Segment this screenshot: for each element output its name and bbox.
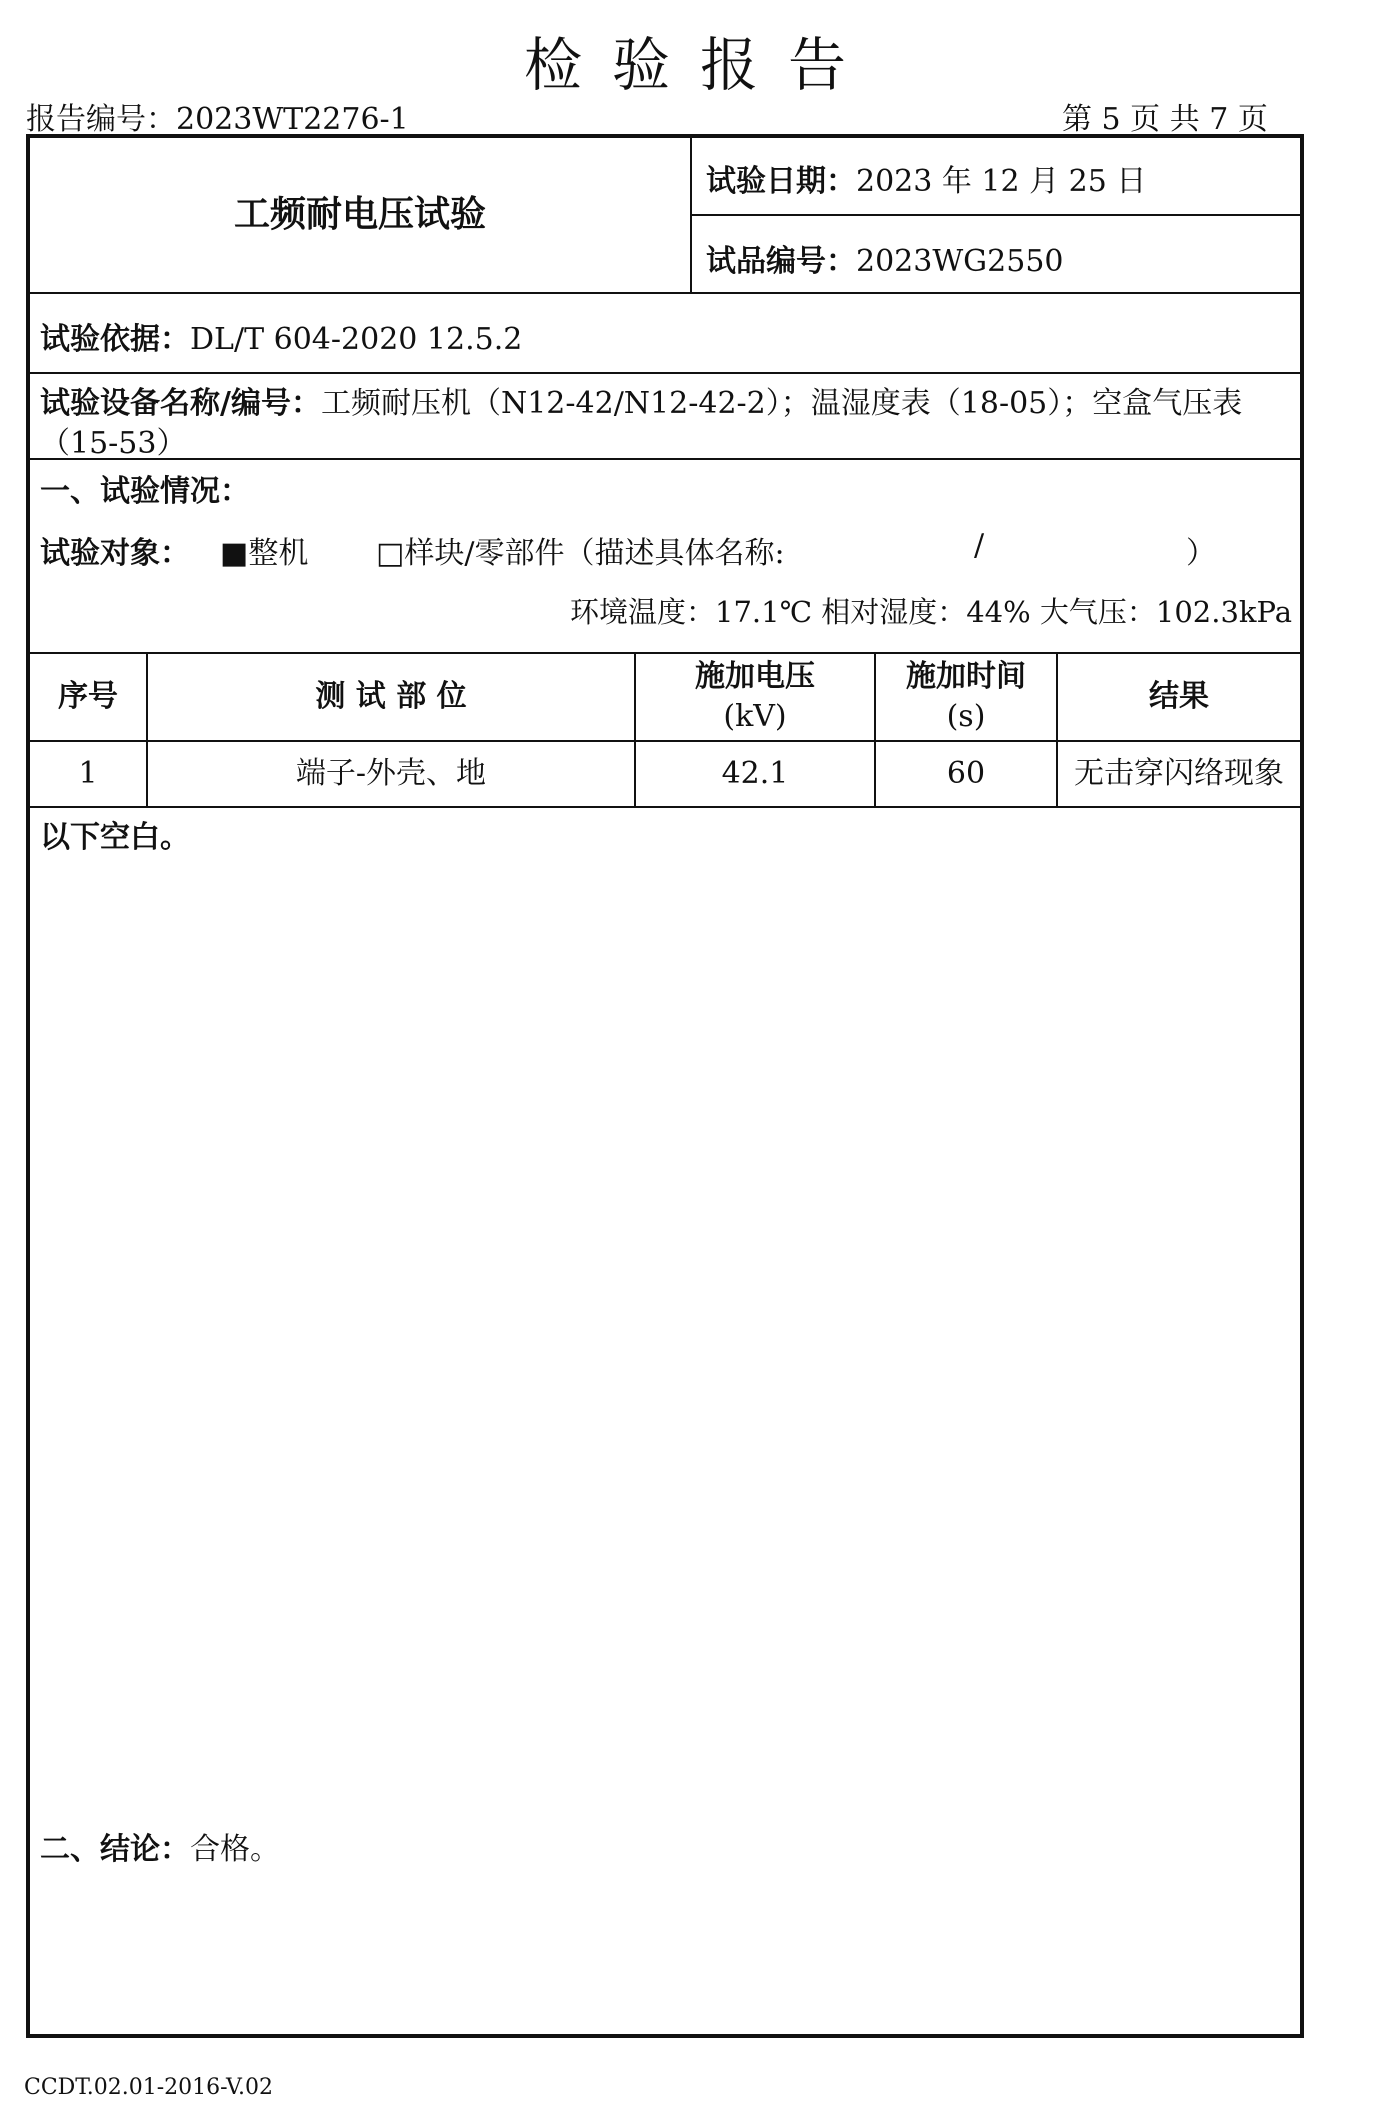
test-object-label-text: 试验对象： <box>40 536 190 571</box>
rule-header-bottom <box>30 292 1300 294</box>
sample-number-label: 试品编号： <box>706 244 856 279</box>
td-position: 端子-外壳、地 <box>295 755 487 791</box>
form-code: CCDT.02.01-2016-V.02 <box>24 2075 274 2100</box>
report-number <box>26 94 409 138</box>
sample-number <box>706 236 1064 280</box>
th-time <box>876 654 1056 740</box>
td-time: 60 <box>946 755 986 791</box>
th-voltage-unit: (kV) <box>723 699 787 734</box>
rule-equipment-bottom <box>30 458 1300 460</box>
sample-number-value: 2023WG2550 <box>856 244 1064 279</box>
th-time-unit: (s) <box>946 699 986 734</box>
test-equipment-line1: 工频耐压机（N12-42/N12-42-2）；温湿度表（18-05）；空盒气压表 <box>320 386 1243 421</box>
th-time-label: 施加时间 <box>906 658 1026 694</box>
environment-conditions: 环境温度：17.1℃ 相对湿度：44% 大气压：102.3kPa <box>570 595 1292 629</box>
test-basis-label: 试验依据： <box>40 322 190 357</box>
test-basis <box>40 314 522 358</box>
test-name-text: 工频耐电压试验 <box>233 193 486 235</box>
rule-basis-bottom <box>30 372 1300 374</box>
report-number-label: 报告编号： <box>26 102 176 137</box>
blank-note: 以下空白。 <box>40 820 190 855</box>
option-sample-part: □样块/零部件（描述具体名称: <box>376 536 785 571</box>
test-date-label: 试验日期： <box>706 164 856 199</box>
test-equipment <box>40 378 1242 422</box>
test-basis-value: DL/T 604-2020 12.5.2 <box>190 322 523 357</box>
option-whole-machine: ■整机 <box>220 536 309 571</box>
test-date-value: 2023 年 12 月 25 日 <box>856 164 1147 199</box>
th-voltage-label: 施加电压 <box>695 658 815 694</box>
td-result: 无击穿闪络现象 <box>1074 755 1284 791</box>
th-seq: 序号 <box>58 678 118 714</box>
test-date <box>706 156 1146 200</box>
rule-table-bottom <box>30 806 1300 808</box>
th-voltage <box>636 654 874 740</box>
th-result: 结果 <box>1149 678 1209 714</box>
test-name <box>30 138 690 292</box>
report-frame <box>26 134 1304 2038</box>
test-object-label <box>40 528 190 572</box>
rule-header-mid <box>690 214 1300 216</box>
section1-heading: 一、试验情况： <box>40 474 250 509</box>
option-sample-part-value: / <box>974 528 985 563</box>
document-title: 检验报告 <box>523 31 876 99</box>
option-sample-part-close: ） <box>1186 536 1216 571</box>
page-info: 第 5 页 共 7 页 <box>1062 102 1268 137</box>
report-number-value: 2023WT2276-1 <box>176 102 409 137</box>
td-seq: 1 <box>78 755 98 791</box>
conclusion <box>40 1824 280 1868</box>
conclusion-label: 二、结论： <box>40 1832 190 1867</box>
test-equipment-line2: （15-53） <box>40 426 187 461</box>
test-equipment-label: 试验设备名称/编号： <box>40 386 321 421</box>
rule-header-split <box>690 138 692 294</box>
td-voltage: 42.1 <box>721 755 789 791</box>
th-position: 测 试 部 位 <box>315 678 467 714</box>
conclusion-value: 合格。 <box>190 1832 280 1867</box>
